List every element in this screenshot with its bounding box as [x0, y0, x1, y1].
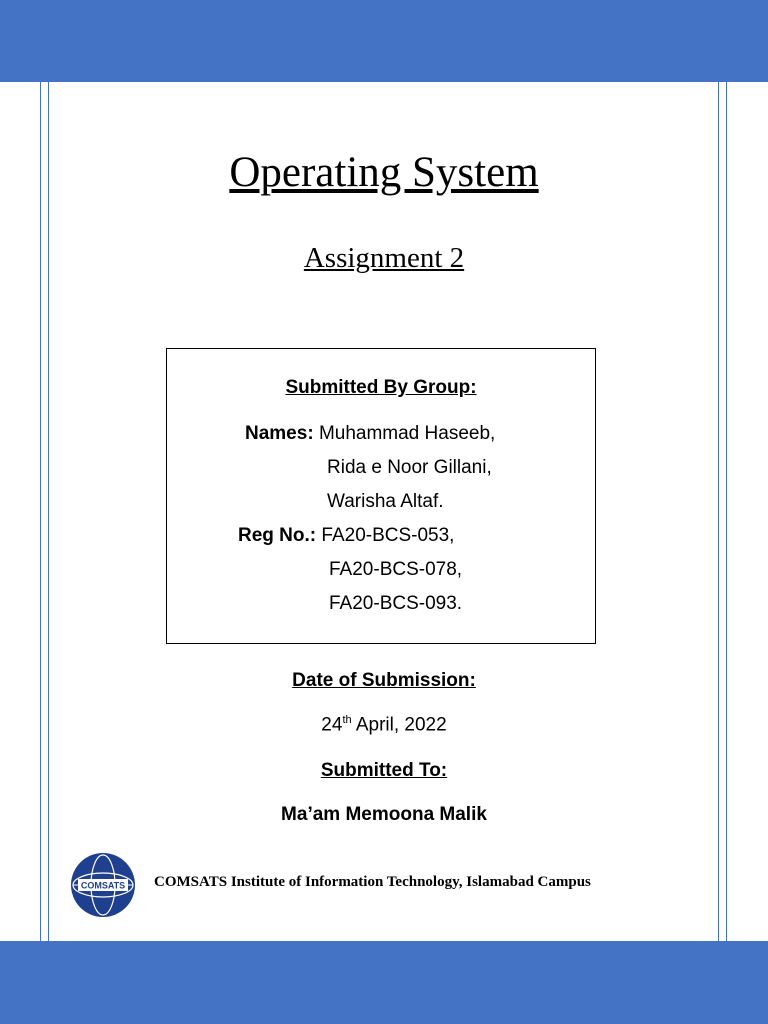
- comsats-logo-icon: [70, 852, 136, 918]
- reg-label: Reg No.:: [238, 525, 317, 546]
- submitted-to-label: Submitted To:: [320, 760, 448, 781]
- name-3: Warisha Altaf.: [327, 491, 444, 512]
- logo-text: COMSATS: [80, 880, 126, 891]
- date-suffix: th: [342, 714, 352, 726]
- date-day: 24: [321, 714, 343, 736]
- document-subtitle: Assignment 2: [303, 242, 465, 274]
- group-heading: Submitted By Group:: [285, 377, 477, 398]
- institution-name: COMSATS Institute of Information Technology, Islamabad Campus: [154, 874, 591, 890]
- name-2: Rida e Noor Gillani,: [327, 457, 492, 478]
- group-info-box: [166, 348, 596, 644]
- reg-number-3: FA20-BCS-093.: [329, 593, 463, 614]
- date-label: Date of Submission:: [292, 670, 476, 691]
- submitted-to-name: Ma’am Memoona Malik: [281, 804, 487, 825]
- reg-number-2: FA20-BCS-078,: [329, 559, 463, 580]
- names-line-1: [245, 423, 495, 445]
- reg-line-1: [238, 525, 454, 547]
- document-title: Operating System: [229, 149, 539, 196]
- top-blue-band: [0, 0, 768, 82]
- bottom-blue-band: [0, 941, 768, 1024]
- reg-number-1: FA20-BCS-053,: [321, 525, 455, 546]
- names-label: Names:: [245, 423, 314, 444]
- date-rest: April, 2022: [351, 714, 447, 736]
- name-1: Muhammad Haseeb,: [318, 423, 496, 444]
- submission-date: [0, 714, 768, 736]
